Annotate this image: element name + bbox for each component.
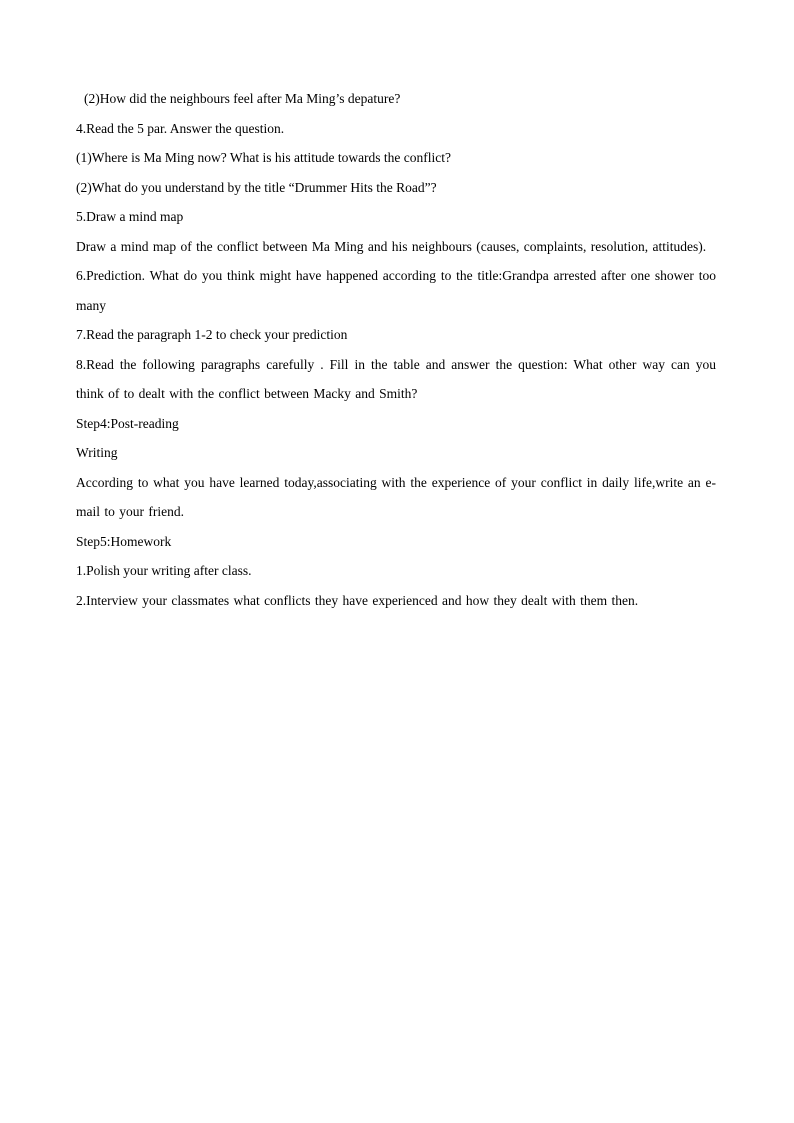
task-mind-map-heading: 5.Draw a mind map xyxy=(76,209,184,224)
question-title-meaning: (2)What do you understand by the title “Drummer Hits the Road”? xyxy=(76,179,437,195)
task-read-par-5: 4.Read the 5 par. Answer the question. xyxy=(76,120,285,136)
task-check-prediction: 7.Read the paragraph 1-2 to check your prediction xyxy=(76,327,348,342)
question-where-is-ma-ming: (1)Where is Ma Ming now? What is his attitude towards the conflict? xyxy=(76,150,452,165)
writing-task: According to what you have learned today,associating with the experience of your conflict in daily life,write an e-mail to your friend. xyxy=(76,474,716,519)
question-neighbours-feel: (2)How did the neighbours feel after Ma Ming’s depature? xyxy=(84,91,401,106)
step4-heading: Step4:Post-reading xyxy=(76,415,179,431)
document-page xyxy=(76,84,716,615)
homework-item-1: 1.Polish your writing after class. xyxy=(76,563,252,578)
writing-heading: Writing xyxy=(76,445,118,460)
task-prediction: 6.Prediction. What do you think might have happened according to the title:Grandpa arrested after one shower too many xyxy=(76,268,716,313)
step5-heading: Step5:Homework xyxy=(76,533,172,549)
homework-item-2: 2.Interview your classmates what conflicts they have experienced and how they dealt with them then. xyxy=(76,592,639,608)
task-mind-map-description: Draw a mind map of the conflict between Ma Ming and his neighbours (causes, complaints, resolution, attitudes). xyxy=(76,238,707,254)
task-fill-table: 8.Read the following paragraphs carefully . Fill in the table and answer the question: What other way can you think of to dealt with the conflict between Macky and Smith? xyxy=(76,356,716,401)
